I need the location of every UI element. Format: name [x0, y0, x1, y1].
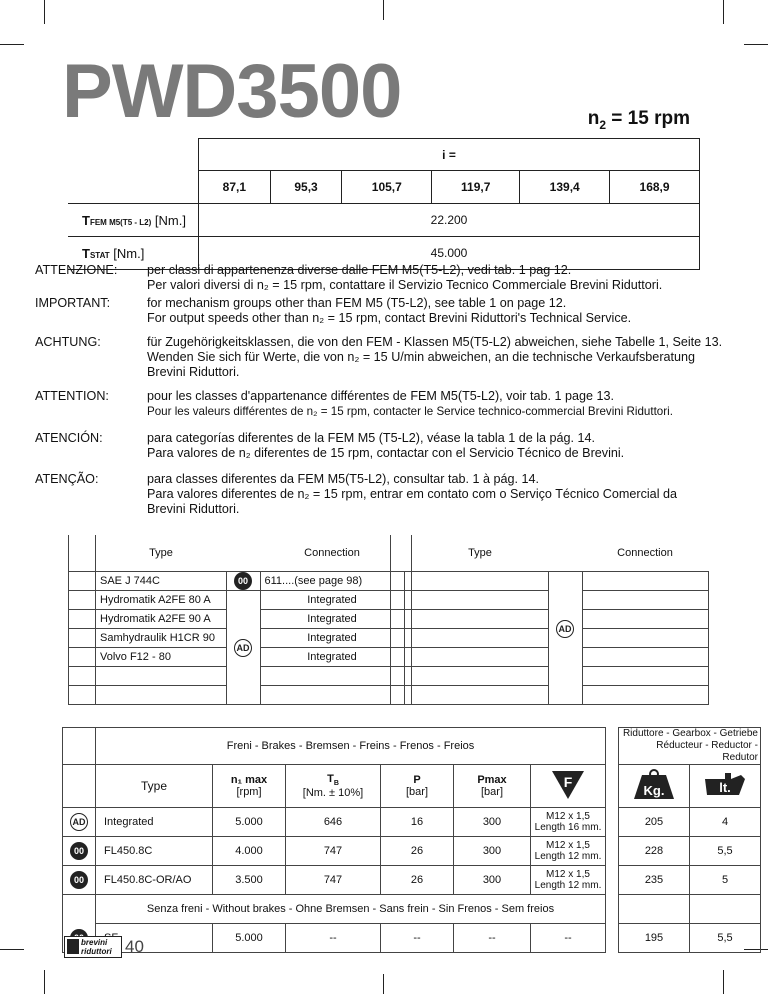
- pmax-header: Pmax [bar]: [454, 765, 531, 808]
- type-cell: [96, 686, 227, 705]
- brake-type: FL450.8C-OR/AO: [96, 866, 213, 895]
- svg-text:lt.: lt.: [719, 779, 731, 795]
- crop-mark: [744, 44, 768, 45]
- svg-text:F: F: [563, 773, 573, 790]
- crop-mark: [0, 949, 24, 950]
- type-cell: Hydromatik A2FE 90 A: [96, 610, 227, 629]
- gearbox-title: Riduttore - Gearbox - Getriebe Réducteur - Reductor - Redutor: [619, 728, 761, 765]
- crop-mark: [44, 970, 45, 994]
- pmax-value: 300: [454, 808, 531, 837]
- connection-header: Connection: [304, 547, 360, 559]
- crop-mark: [44, 0, 45, 24]
- crop-mark: [383, 974, 384, 994]
- ratio-value: 87,1: [199, 171, 271, 204]
- weight-value: 205: [619, 808, 690, 837]
- note-de: ACHTUNG: für Zugehörigkeitsklassen, die von den FEM - Klassen M5(T5-L2) abweichen, siehe Tabelle 1, Seite 13. Wenden Sie sich für Werte, die von n₂ = 15 U/min abweichen, an die technische Verkaufsberatung Brevini Riduttori.: [35, 335, 723, 379]
- connection-cell: Integrated: [260, 591, 404, 610]
- type-header: Type: [96, 765, 213, 808]
- brake-type: FL450.8C: [96, 837, 213, 866]
- page-number: 40: [125, 937, 144, 956]
- type-header: Type: [468, 547, 492, 559]
- connection-table-left: [68, 535, 405, 705]
- type-cell: [96, 667, 227, 686]
- tb-header: $T_B$ [Nm. ± 10%]: [286, 765, 381, 808]
- brand-logo: brevini riduttori: [64, 936, 122, 958]
- weight-icon: [619, 765, 690, 808]
- tfem-value: 22.200: [199, 204, 700, 237]
- ratio-value: 119,7: [432, 171, 520, 204]
- connection-cell: Integrated: [260, 629, 404, 648]
- crop-mark: [0, 44, 24, 45]
- ratio-header: i =: [199, 139, 700, 171]
- badge-00-icon: 00: [234, 572, 252, 590]
- p-value: 26: [381, 837, 454, 866]
- connection-cell: [260, 686, 404, 705]
- weight-value: 195: [619, 924, 690, 953]
- badge-ad-icon: AD: [234, 639, 252, 657]
- note-pt: ATENÇÃO: para classes diferentes da FEM M5(T5-L2), consultar tab. 1 à pág. 14. Para valores diferentes de n₂ = 15 rpm, entrar em contato com o Serviço Técnico Comercial da Brevini Riduttori.: [35, 472, 677, 516]
- note-es: ATENCIÓN: para categorías diferentes de la FEM M5 (T5-L2), véase la tabla 1 de la pág. 14. Para valores de n₂ diferentes de 15 rpm, contactar con el Servicio Técnico de Brevini.: [35, 431, 625, 460]
- oil-icon: [690, 765, 761, 808]
- ratio-value: 168,9: [610, 171, 700, 204]
- pmax-value: --: [454, 924, 531, 953]
- ratio-value: 95,3: [270, 171, 342, 204]
- tb-value: 747: [286, 837, 381, 866]
- p-value: --: [381, 924, 454, 953]
- oil-value: 5,5: [690, 837, 761, 866]
- crop-mark: [723, 0, 724, 24]
- type-cell: Samhydraulik H1CR 90: [96, 629, 227, 648]
- type-cell: Hydromatik A2FE 80 A: [96, 591, 227, 610]
- p-value: 16: [381, 808, 454, 837]
- connection-cell: Integrated: [260, 648, 404, 667]
- connection-cell: [260, 667, 404, 686]
- crop-mark: [723, 970, 724, 994]
- connection-table-right: [390, 535, 709, 705]
- tb-value: --: [286, 924, 381, 953]
- note-en: IMPORTANT: for mechanism groups other than FEM M5 (T5-L2), see table 1 on page 12. For output speeds other than n₂ = 15 rpm, contact Brevini Riduttori's Technical Service.: [35, 296, 632, 325]
- n1-header: n₁ max [rpm]: [213, 765, 286, 808]
- brakes-title: Freni - Brakes - Bremsen - Freins - Frenos - Freios: [96, 728, 606, 765]
- pmax-value: 300: [454, 866, 531, 895]
- no-brakes-label: Senza freni - Without brakes - Ohne Bremsen - Sans frein - Sin Frenos - Sem freios: [96, 895, 606, 924]
- p-header: P [bar]: [381, 765, 454, 808]
- badge-ad-icon: AD: [70, 813, 88, 831]
- oil-value: 4: [690, 808, 761, 837]
- oil-value: 5,5: [690, 924, 761, 953]
- weight-value: 235: [619, 866, 690, 895]
- n1-value: 3.500: [213, 866, 286, 895]
- fitting-icon: [531, 765, 606, 808]
- ratio-value: 139,4: [520, 171, 610, 204]
- badge-ad-icon: AD: [556, 620, 574, 638]
- page-title: PWD3500: [62, 49, 402, 134]
- weight-value: 228: [619, 837, 690, 866]
- fitting-value: M12 x 1,5 Length 12 mm.: [531, 866, 606, 895]
- ratio-value: 105,7: [342, 171, 432, 204]
- oil-value: 5: [690, 866, 761, 895]
- svg-text:Kg.: Kg.: [643, 782, 665, 798]
- connection-header: Connection: [617, 547, 673, 559]
- type-header: Type: [149, 547, 173, 559]
- ratio-table: [68, 138, 700, 270]
- tfem-label: TFEM M5(T5 - L2) [Nm.]: [68, 204, 199, 237]
- n1-value: 5.000: [213, 808, 286, 837]
- fitting-value: M12 x 1,5 Length 12 mm.: [531, 837, 606, 866]
- output-speed: $n_2 = 15$ rpm: [587, 108, 690, 132]
- tstat-value: 45.000: [199, 237, 700, 270]
- tstat-label: TSTAT [Nm.]: [68, 237, 199, 270]
- type-cell: Volvo F12 - 80: [96, 648, 227, 667]
- note-it: ATTENZIONE: per classi di appartenenza diverse dalle FEM M5(T5-L2), vedi tab. 1 pag 12. Per valori diversi di n₂ = 15 rpm, contattare il Servizio Tecnico Commerciale Brevini Riduttori.: [35, 263, 663, 292]
- n1-value: 5.000: [213, 924, 286, 953]
- connection-cell: Integrated: [260, 610, 404, 629]
- p-value: 26: [381, 866, 454, 895]
- brake-type: Integrated: [96, 808, 213, 837]
- badge-00-icon: 00: [70, 871, 88, 889]
- tb-value: 747: [286, 866, 381, 895]
- fitting-value: M12 x 1,5 Length 16 mm.: [531, 808, 606, 837]
- note-fr: ATTENTION: pour les classes d'appartenance différentes de FEM M5(T5-L2), voir tab. 1 page 13. Pour les valeurs différentes de n₂ = 15 rpm, contacter le Service technico-commercial Brevini Riduttori.: [35, 389, 673, 418]
- type-cell: SAE J 744C: [96, 572, 227, 591]
- pmax-value: 300: [454, 837, 531, 866]
- fitting-value: --: [531, 924, 606, 953]
- crop-mark: [383, 0, 384, 20]
- connection-cell: 611....(see page 98): [260, 572, 404, 591]
- tb-value: 646: [286, 808, 381, 837]
- brakes-table: [62, 727, 761, 953]
- badge-00-icon: 00: [70, 842, 88, 860]
- n1-value: 4.000: [213, 837, 286, 866]
